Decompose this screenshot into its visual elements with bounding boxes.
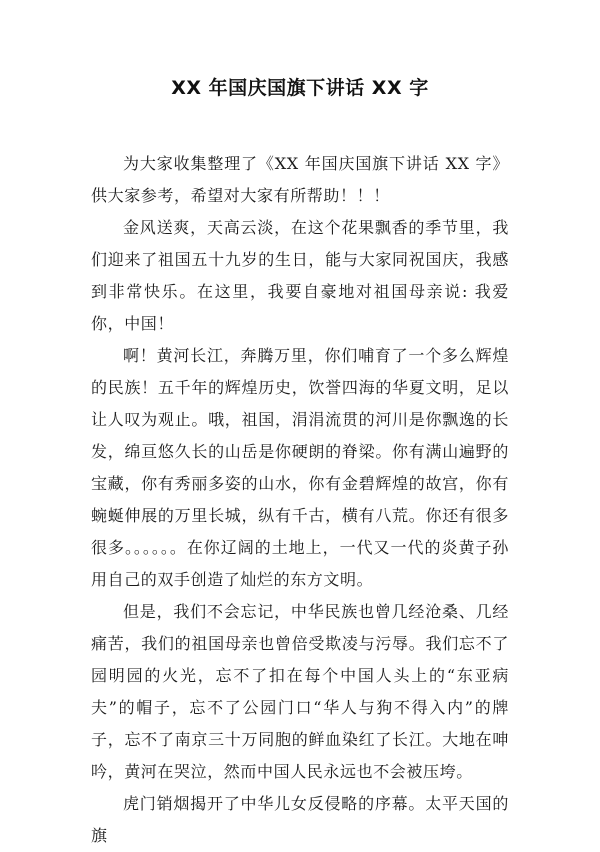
paragraph-motherland: 啊！黄河长江，奔腾万里，你们哺育了一个多么辉煌的民族！五千年的辉煌历史，饮誉四海的华夏文明，足以让人叹为观止。哦，祖国，涓涓流贯的河川是你飘逸的长发，绵亘悠久长的山岳是你硬朗的脊梁。你有满山遍野的宝藏，你有秀丽多姿的山水，你有金碧辉煌的故宫，你有蜿蜒伸展的万里长城，纵有千古，横有八荒。你还有很多很多。。。。。。在你辽阔的土地上，一代又一代的炎黄子孙用自己的双手创造了灿烂的东方文明。 (91, 346, 509, 589)
paragraph-birthday: 金风送爽，天高云淡，在这个花果飘香的季节里，我们迎来了祖国五十九岁的生日，能与大家同祝国庆，我感到非常快乐。在这里，我要自豪地对祖国母亲说: 我爱你，中国！ (91, 218, 509, 333)
paragraph-humen: 虎门销烟揭开了中华儿女反侵略的序幕。太平天国的旗 (91, 794, 509, 845)
paragraph-intro: 为大家收集整理了《XX 年国庆国旗下讲话 XX 字》供大家参考，希望对大家有所帮助！！！ (91, 154, 509, 205)
document-body (91, 148, 509, 852)
paragraph-history: 但是，我们不会忘记，中华民族也曾几经沧桑、几经痛苦，我们的祖国母亲也曾倍受欺凌与污辱。我们忘不了园明园的火光，忘不了扣在每个中国人头上的“东亚病夫”的帽子，忘不了公园门口“华人与狗不得入内”的牌子，忘不了南京三十万同胞的鲜血染红了长江。大地在呻吟，黄河在哭泣，然而中国人民永远也不会被压垮。 (91, 602, 509, 781)
document-title: XX 年国庆国旗下讲话 XX 字 (171, 77, 429, 99)
